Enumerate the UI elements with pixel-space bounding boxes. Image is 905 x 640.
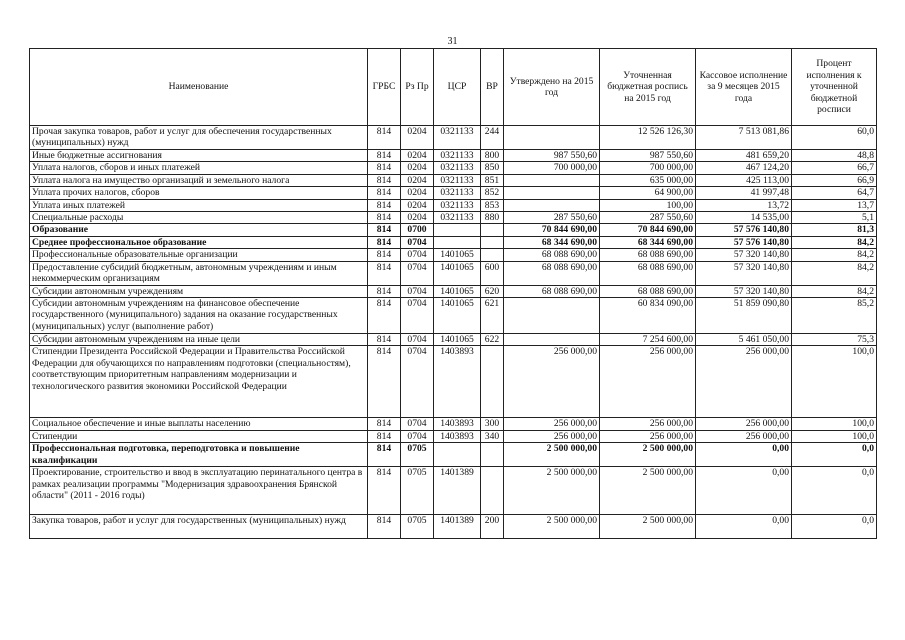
- cell-rzpr: 0204: [401, 212, 434, 224]
- cell-percent: 0,0: [792, 467, 877, 515]
- cell-name: Профессиональная подготовка, переподготовка и повышение квалификации: [30, 443, 368, 467]
- cell-approved: 68 344 690,00: [504, 236, 600, 248]
- cell-grbs: 814: [368, 346, 401, 418]
- cell-rzpr: 0705: [401, 467, 434, 515]
- cell-refined: 68 088 690,00: [600, 249, 696, 261]
- header-cash: Кассовое исполнение за 9 месяцев 2015 года: [696, 49, 792, 126]
- cell-cash: 57 320 140,80: [696, 261, 792, 285]
- cell-cash: 0,00: [696, 467, 792, 515]
- cell-csr: 0321133: [434, 174, 481, 186]
- cell-refined: 987 550,60: [600, 150, 696, 162]
- cell-rzpr: 0704: [401, 249, 434, 261]
- cell-approved: [504, 334, 600, 346]
- cell-cash: 256 000,00: [696, 346, 792, 418]
- table-row: [30, 236, 877, 248]
- cell-cash: 0,00: [696, 443, 792, 467]
- cell-rzpr: 0704: [401, 261, 434, 285]
- cell-name: Среднее профессиональное образование: [30, 236, 368, 248]
- cell-rzpr: 0204: [401, 150, 434, 162]
- cell-grbs: 814: [368, 298, 401, 334]
- cell-approved: 68 088 690,00: [504, 285, 600, 297]
- table-row: [30, 174, 877, 186]
- cell-vr: 850: [481, 162, 504, 174]
- cell-approved: 256 000,00: [504, 430, 600, 442]
- cell-csr: [434, 236, 481, 248]
- cell-rzpr: 0704: [401, 418, 434, 430]
- cell-grbs: 814: [368, 418, 401, 430]
- cell-vr: [481, 236, 504, 248]
- cell-grbs: 814: [368, 467, 401, 515]
- cell-name: Субсидии автономным учреждениям на иные цели: [30, 334, 368, 346]
- cell-csr: 0321133: [434, 187, 481, 199]
- cell-approved: 987 550,60: [504, 150, 600, 162]
- header-csr: ЦСР: [434, 49, 481, 126]
- cell-csr: 1401065: [434, 249, 481, 261]
- cell-cash: 51 859 090,80: [696, 298, 792, 334]
- cell-vr: [481, 443, 504, 467]
- table-row: [30, 346, 877, 418]
- cell-csr: [434, 443, 481, 467]
- cell-cash: 41 997,48: [696, 187, 792, 199]
- cell-percent: 81,3: [792, 224, 877, 236]
- cell-percent: 84,2: [792, 285, 877, 297]
- cell-vr: 800: [481, 150, 504, 162]
- cell-refined: 256 000,00: [600, 346, 696, 418]
- cell-refined: 100,00: [600, 199, 696, 211]
- cell-csr: 1403893: [434, 418, 481, 430]
- cell-grbs: 814: [368, 249, 401, 261]
- cell-cash: 14 535,00: [696, 212, 792, 224]
- cell-refined: 256 000,00: [600, 418, 696, 430]
- cell-cash: 57 576 140,80: [696, 224, 792, 236]
- cell-cash: 467 124,20: [696, 162, 792, 174]
- cell-cash: 5 461 050,00: [696, 334, 792, 346]
- cell-refined: 2 500 000,00: [600, 515, 696, 539]
- cell-csr: 1401065: [434, 285, 481, 297]
- cell-cash: 0,00: [696, 515, 792, 539]
- cell-refined: 68 088 690,00: [600, 261, 696, 285]
- cell-vr: 244: [481, 126, 504, 150]
- cell-csr: 1403893: [434, 346, 481, 418]
- cell-percent: 100,0: [792, 346, 877, 418]
- cell-percent: 85,2: [792, 298, 877, 334]
- cell-csr: 0321133: [434, 212, 481, 224]
- cell-name: Социальное обеспечение и иные выплаты населению: [30, 418, 368, 430]
- cell-name: Прочая закупка товаров, работ и услуг для обеспечения государственных (муниципальных) нужд: [30, 126, 368, 150]
- table-row: [30, 430, 877, 442]
- cell-cash: 256 000,00: [696, 430, 792, 442]
- cell-csr: 0321133: [434, 162, 481, 174]
- table-row: [30, 249, 877, 261]
- cell-cash: 57 576 140,80: [696, 236, 792, 248]
- header-vr: ВР: [481, 49, 504, 126]
- cell-cash: 7 513 081,86: [696, 126, 792, 150]
- table-row: [30, 443, 877, 467]
- cell-name: Специальные расходы: [30, 212, 368, 224]
- cell-csr: 1403893: [434, 430, 481, 442]
- table-row: [30, 150, 877, 162]
- cell-percent: 0,0: [792, 515, 877, 539]
- cell-name: Стипендии: [30, 430, 368, 442]
- cell-approved: 2 500 000,00: [504, 467, 600, 515]
- cell-approved: 68 088 690,00: [504, 261, 600, 285]
- cell-rzpr: 0704: [401, 298, 434, 334]
- cell-name: Профессиональные образовательные организации: [30, 249, 368, 261]
- cell-approved: [504, 298, 600, 334]
- header-approved: Утверждено на 2015 год: [504, 49, 600, 126]
- cell-vr: 620: [481, 285, 504, 297]
- cell-percent: 66,7: [792, 162, 877, 174]
- cell-name: Образование: [30, 224, 368, 236]
- cell-csr: 1401389: [434, 467, 481, 515]
- cell-vr: 851: [481, 174, 504, 186]
- cell-rzpr: 0704: [401, 285, 434, 297]
- cell-name: Уплата прочих налогов, сборов: [30, 187, 368, 199]
- cell-name: Уплата иных платежей: [30, 199, 368, 211]
- cell-csr: 0321133: [434, 150, 481, 162]
- cell-approved: [504, 187, 600, 199]
- cell-refined: 68 088 690,00: [600, 285, 696, 297]
- cell-refined: 700 000,00: [600, 162, 696, 174]
- header-refined: Уточненная бюджетная роспись на 2015 год: [600, 49, 696, 126]
- cell-percent: 5,1: [792, 212, 877, 224]
- cell-cash: 256 000,00: [696, 418, 792, 430]
- cell-rzpr: 0704: [401, 430, 434, 442]
- cell-grbs: 814: [368, 174, 401, 186]
- cell-name: Уплата налога на имущество организаций и земельного налога: [30, 174, 368, 186]
- cell-csr: 1401065: [434, 298, 481, 334]
- cell-rzpr: 0705: [401, 515, 434, 539]
- header-grbs: ГРБС: [368, 49, 401, 126]
- cell-rzpr: 0705: [401, 443, 434, 467]
- cell-grbs: 814: [368, 430, 401, 442]
- cell-cash: 481 659,20: [696, 150, 792, 162]
- cell-vr: [481, 346, 504, 418]
- cell-cash: 425 113,00: [696, 174, 792, 186]
- cell-name: Предоставление субсидий бюджетным, автономным учреждениям и иным некоммерческим организациям: [30, 261, 368, 285]
- cell-cash: 57 320 140,80: [696, 249, 792, 261]
- table-row: [30, 199, 877, 211]
- cell-approved: 68 088 690,00: [504, 249, 600, 261]
- table-row: [30, 261, 877, 285]
- table-row: [30, 298, 877, 334]
- cell-vr: [481, 467, 504, 515]
- cell-vr: [481, 249, 504, 261]
- cell-vr: 853: [481, 199, 504, 211]
- table-row: [30, 224, 877, 236]
- cell-grbs: 814: [368, 212, 401, 224]
- cell-name: Субсидии автономным учреждениям на финансовое обеспечение государственного (муниципального) задания на оказание государственных (муниципальных) услуг (выполнение работ): [30, 298, 368, 334]
- table-row: [30, 126, 877, 150]
- cell-grbs: 814: [368, 515, 401, 539]
- cell-grbs: 814: [368, 187, 401, 199]
- cell-approved: 700 000,00: [504, 162, 600, 174]
- cell-percent: 48,8: [792, 150, 877, 162]
- cell-approved: 70 844 690,00: [504, 224, 600, 236]
- cell-approved: [504, 126, 600, 150]
- cell-grbs: 814: [368, 334, 401, 346]
- cell-approved: 2 500 000,00: [504, 515, 600, 539]
- cell-vr: 340: [481, 430, 504, 442]
- cell-csr: 1401389: [434, 515, 481, 539]
- header-rzpr: Рз Пр: [401, 49, 434, 126]
- cell-approved: 2 500 000,00: [504, 443, 600, 467]
- cell-refined: 635 000,00: [600, 174, 696, 186]
- cell-rzpr: 0204: [401, 126, 434, 150]
- page-number: 31: [447, 36, 458, 47]
- cell-refined: 68 344 690,00: [600, 236, 696, 248]
- cell-approved: 256 000,00: [504, 418, 600, 430]
- cell-vr: 622: [481, 334, 504, 346]
- cell-vr: 200: [481, 515, 504, 539]
- cell-name: Уплата налогов, сборов и иных платежей: [30, 162, 368, 174]
- cell-grbs: 814: [368, 150, 401, 162]
- cell-grbs: 814: [368, 285, 401, 297]
- table-row: [30, 162, 877, 174]
- cell-percent: 100,0: [792, 418, 877, 430]
- cell-grbs: 814: [368, 261, 401, 285]
- cell-approved: [504, 174, 600, 186]
- cell-name: Субсидии автономным учреждениям: [30, 285, 368, 297]
- cell-refined: 64 900,00: [600, 187, 696, 199]
- cell-percent: 60,0: [792, 126, 877, 150]
- cell-rzpr: 0204: [401, 187, 434, 199]
- cell-grbs: 814: [368, 199, 401, 211]
- table-row: [30, 515, 877, 539]
- budget-table: [29, 48, 877, 539]
- cell-percent: 100,0: [792, 430, 877, 442]
- cell-percent: 84,2: [792, 249, 877, 261]
- cell-percent: 84,2: [792, 261, 877, 285]
- cell-name: Стипендии Президента Российской Федерации и Правительства Российской Федерации для обучающихся по направлениям подготовки (специальностям), соответствующим приоритетным направлениям модернизации и технологического развития экономики Российской Федерации: [30, 346, 368, 418]
- cell-rzpr: 0704: [401, 334, 434, 346]
- cell-csr: 1401065: [434, 334, 481, 346]
- cell-percent: 66,9: [792, 174, 877, 186]
- cell-refined: 60 834 090,00: [600, 298, 696, 334]
- cell-percent: 0,0: [792, 443, 877, 467]
- cell-vr: 600: [481, 261, 504, 285]
- cell-grbs: 814: [368, 236, 401, 248]
- cell-cash: 57 320 140,80: [696, 285, 792, 297]
- cell-csr: 0321133: [434, 199, 481, 211]
- table-row: [30, 334, 877, 346]
- cell-csr: 1401065: [434, 261, 481, 285]
- table-row: [30, 285, 877, 297]
- cell-grbs: 814: [368, 162, 401, 174]
- cell-cash: 13,72: [696, 199, 792, 211]
- cell-name: Закупка товаров, работ и услуг для государственных (муниципальных) нужд: [30, 515, 368, 539]
- cell-vr: 300: [481, 418, 504, 430]
- cell-csr: [434, 224, 481, 236]
- cell-refined: 2 500 000,00: [600, 443, 696, 467]
- cell-refined: 7 254 600,00: [600, 334, 696, 346]
- cell-percent: 75,3: [792, 334, 877, 346]
- cell-grbs: 814: [368, 126, 401, 150]
- header-name: Наименование: [30, 49, 368, 126]
- cell-percent: 84,2: [792, 236, 877, 248]
- cell-approved: 256 000,00: [504, 346, 600, 418]
- cell-approved: [504, 199, 600, 211]
- cell-rzpr: 0204: [401, 162, 434, 174]
- cell-vr: 880: [481, 212, 504, 224]
- cell-vr: 852: [481, 187, 504, 199]
- cell-rzpr: 0700: [401, 224, 434, 236]
- cell-grbs: 814: [368, 443, 401, 467]
- cell-percent: 13,7: [792, 199, 877, 211]
- cell-rzpr: 0704: [401, 236, 434, 248]
- cell-rzpr: 0704: [401, 346, 434, 418]
- table-row: [30, 187, 877, 199]
- cell-name: Проектирование, строительство и ввод в эксплуатацию перинатального центра в рамках реализации программы "Модернизация здравоохранения Брянской области" (2011 - 2016 годы): [30, 467, 368, 515]
- cell-approved: 287 550,60: [504, 212, 600, 224]
- cell-rzpr: 0204: [401, 174, 434, 186]
- header-percent: Процент исполнения к уточненной бюджетной росписи: [792, 49, 877, 126]
- cell-vr: [481, 224, 504, 236]
- cell-rzpr: 0204: [401, 199, 434, 211]
- header-row: [30, 49, 877, 126]
- table-row: [30, 212, 877, 224]
- cell-grbs: 814: [368, 224, 401, 236]
- table-row: [30, 467, 877, 515]
- cell-csr: 0321133: [434, 126, 481, 150]
- cell-refined: 12 526 126,30: [600, 126, 696, 150]
- cell-refined: 256 000,00: [600, 430, 696, 442]
- cell-name: Иные бюджетные ассигнования: [30, 150, 368, 162]
- table-row: [30, 418, 877, 430]
- cell-refined: 287 550,60: [600, 212, 696, 224]
- cell-percent: 64,7: [792, 187, 877, 199]
- cell-refined: 70 844 690,00: [600, 224, 696, 236]
- cell-vr: 621: [481, 298, 504, 334]
- cell-refined: 2 500 000,00: [600, 467, 696, 515]
